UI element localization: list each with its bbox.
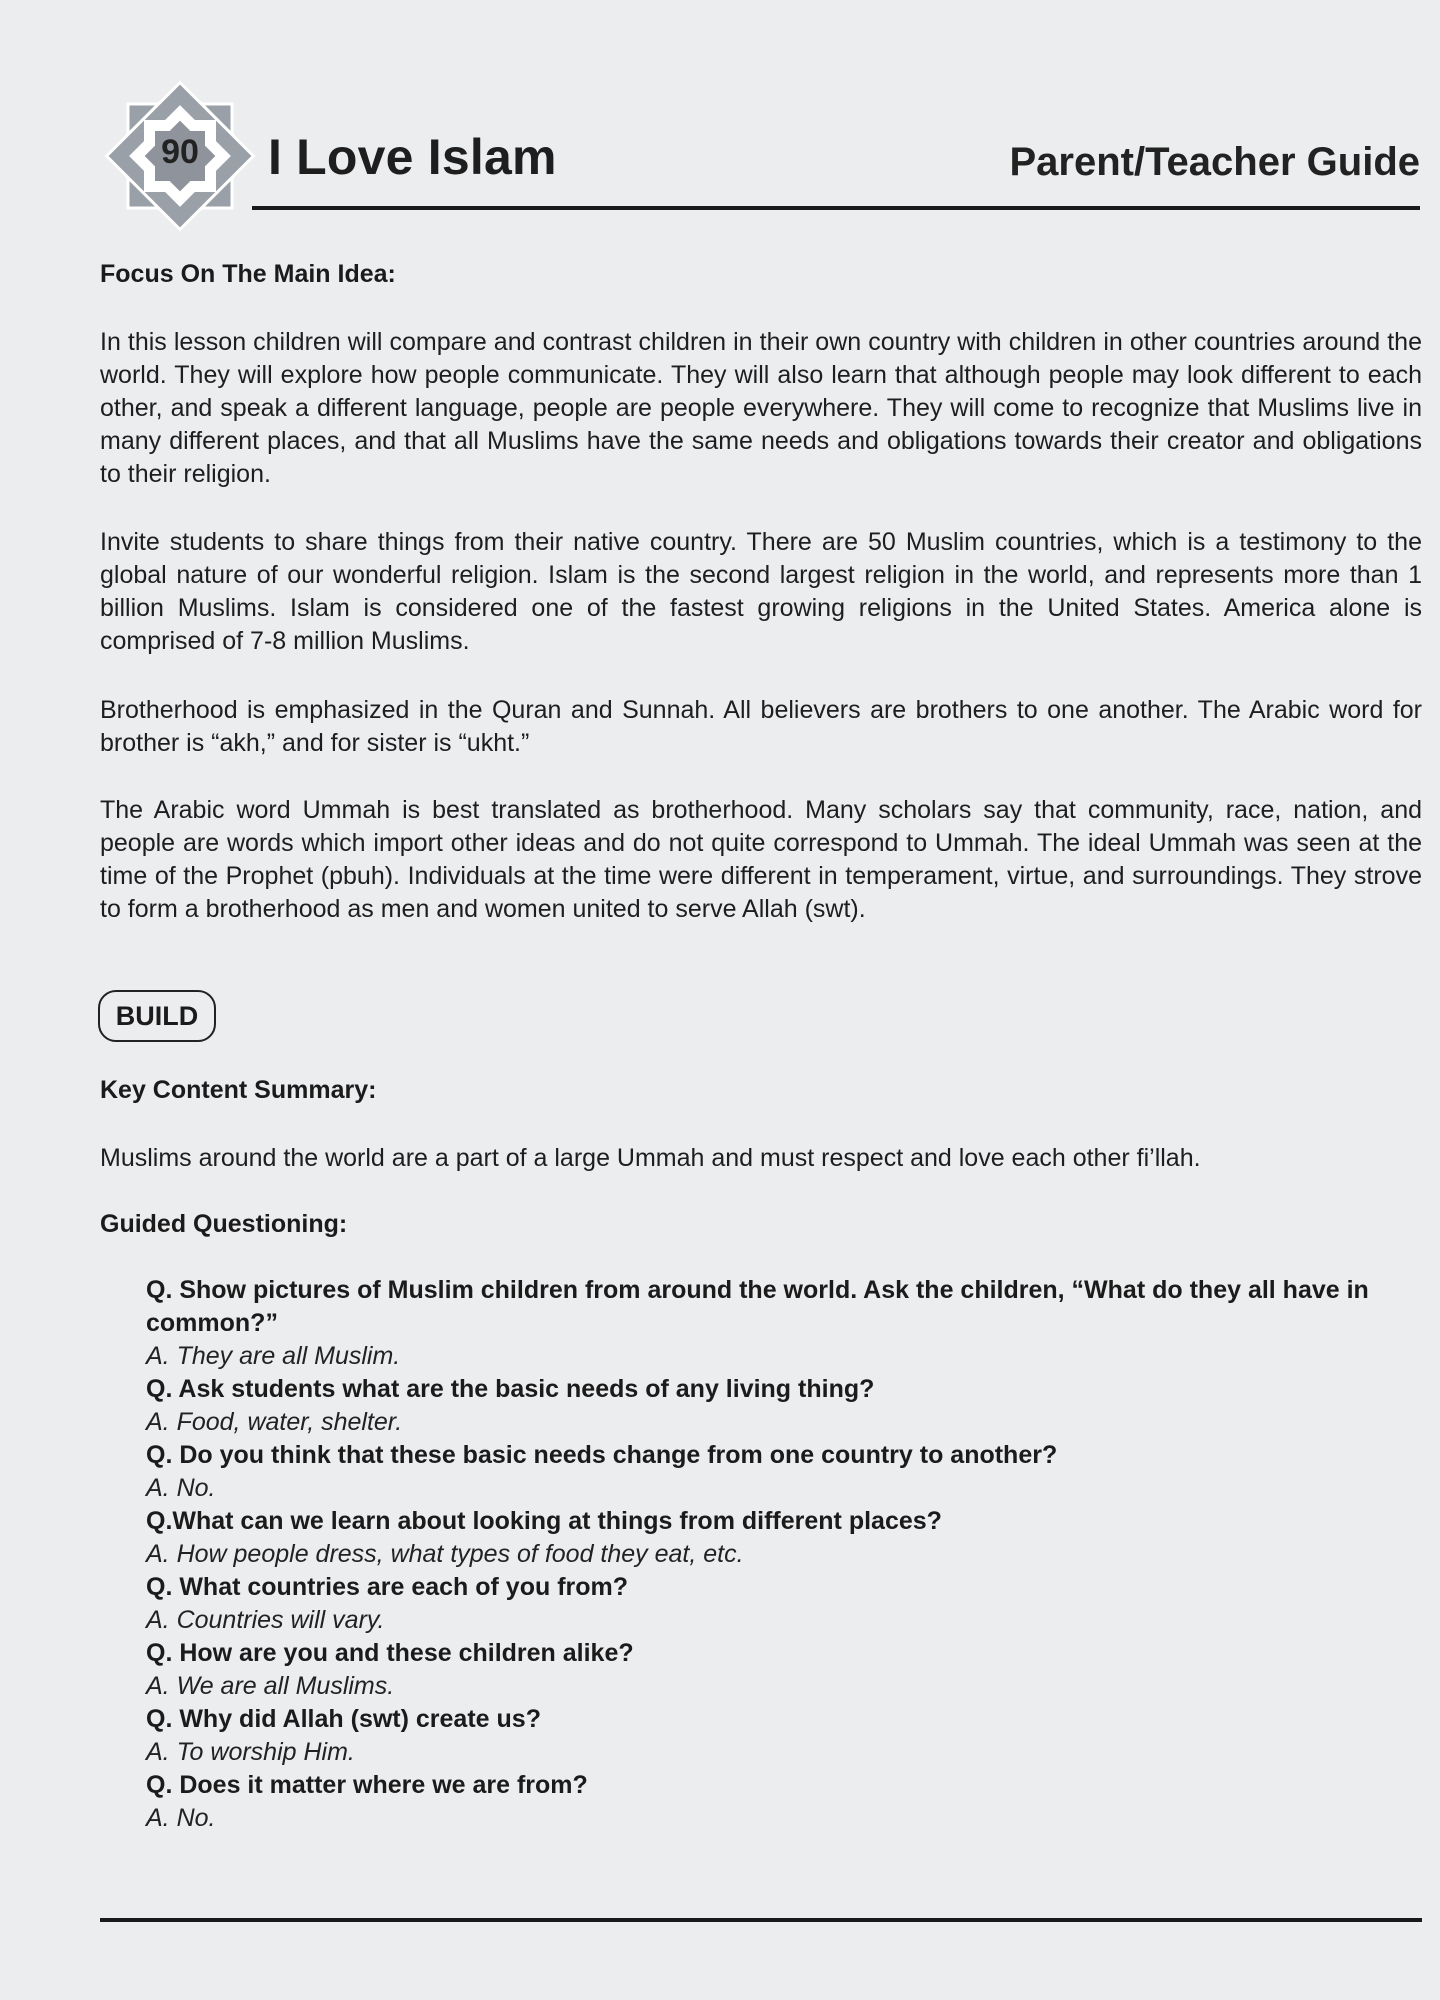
answer: A. How people dress, what types of food they eat, etc. [146,1540,744,1568]
focus-paragraph-2: Invite students to share things from their native country. There are 50 Muslim countries, which is a testimony to the global nature of our wonderful religion. Islam is the second largest religion in the world, and represents more than 1 billion Muslims. Islam is considered one of the fastest growing religions in the United States. America alone is comprised of 7-8 million Muslims. [100,528,1422,655]
qa-item [146,1769,1426,1835]
answer: A. Food, water, shelter. [146,1408,403,1436]
question: Q.What can we learn about looking at things from different places? [146,1507,942,1535]
answer: A. No. [146,1804,216,1832]
focus-heading: Focus On The Main Idea: [100,260,396,288]
focus-paragraph-3: Brotherhood is emphasized in the Quran and Sunnah. All believers are brothers to one another. The Arabic word for brother is “akh,” and for sister is “ukht.” [100,696,1422,757]
qa-item [146,1571,1426,1637]
qa-item [146,1505,1426,1571]
header-divider [252,206,1420,210]
answer: A. No. [146,1474,216,1502]
footer-divider [100,1918,1422,1922]
qa-item [146,1703,1426,1769]
guide-title: Parent/Teacher Guide [1009,140,1420,184]
question: Q. How are you and these children alike? [146,1639,634,1667]
build-label: BUILD [98,990,216,1042]
focus-paragraph-4: The Arabic word Ummah is best translated as brotherhood. Many scholars say that community, race, nation, and people are words which import other ideas and do not quite correspond to Ummah. The ideal Ummah was seen at the time of the Prophet (pbuh). Individuals at the time were different in temperament, virtue, and surroundings. They strove to form a brotherhood as men and women united to serve Allah (swt). [100,796,1422,923]
guided-questioning-heading: Guided Questioning: [100,1210,348,1238]
qa-item [146,1373,1426,1439]
focus-paragraph-1: In this lesson children will compare and contrast children in their own country with children in other countries around the world. They will explore how people communicate. They will also learn that although people may look different to each other, and speak a different language, people are people everywhere. They will come to recognize that Muslims live in many different places, and that all Muslims have the same needs and obligations towards their creator and obligations to their religion. [100,328,1422,488]
question: Q. Does it matter where we are from? [146,1771,588,1799]
answer: A. Countries will vary. [146,1606,385,1634]
key-content-heading: Key Content Summary: [100,1076,377,1104]
question: Q. Why did Allah (swt) create us? [146,1705,541,1733]
question: Q. Ask students what are the basic needs of any living thing? [146,1375,875,1403]
question: Q. What countries are each of you from? [146,1573,629,1601]
qa-list [146,1274,1426,1835]
page-number: 90 [161,133,199,171]
answer: A. They are all Muslim. [146,1342,401,1370]
qa-item [146,1439,1426,1505]
key-content-text: Muslims around the world are a part of a large Ummah and must respect and love each other fi’llah. [100,1144,1201,1172]
question: Q. Do you think that these basic needs change from one country to another? [146,1441,1058,1469]
qa-item [146,1274,1426,1373]
answer: A. To worship Him. [146,1738,355,1766]
answer: A. We are all Muslims. [146,1672,395,1700]
book-title: I Love Islam [268,129,557,185]
question: Q. Show pictures of Muslim children from around the world. Ask the children, “What do they all have in common?” [146,1276,1369,1337]
qa-item [146,1637,1426,1703]
